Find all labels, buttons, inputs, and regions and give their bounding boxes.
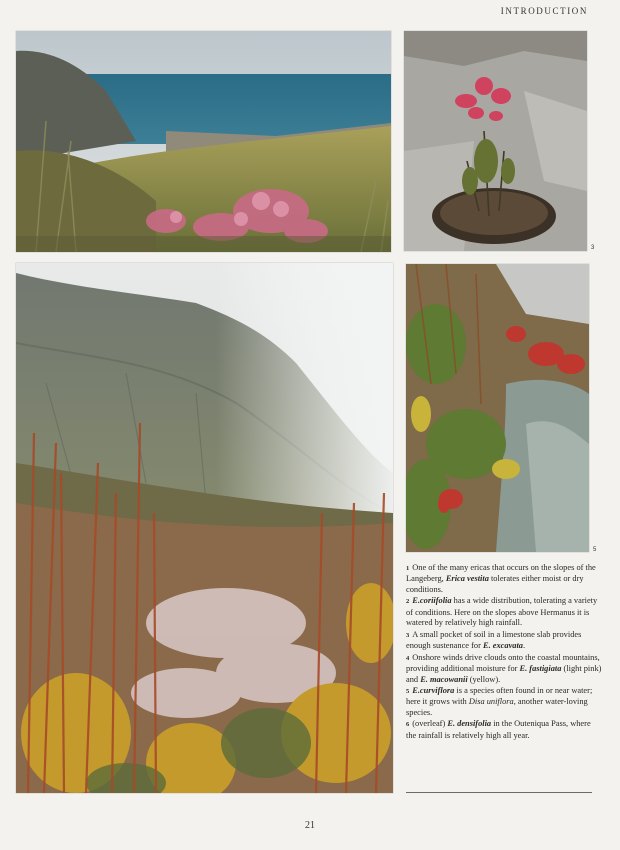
caption-rule [406, 792, 592, 793]
caption-text: tolerates either moist or dry conditions. [406, 574, 584, 594]
species-name: E.curviflora [412, 685, 455, 695]
caption-item [406, 686, 602, 718]
caption-text: . [523, 641, 526, 651]
species-name: E.coriifolia [412, 596, 452, 606]
figure-number: 3 [591, 245, 595, 251]
coastal-heath-photo [16, 31, 391, 252]
caption-text: is a species often found in or near water; here it grows with [406, 685, 593, 707]
caption-block [406, 563, 602, 742]
mountain-clouds-photo [16, 263, 393, 793]
caption-text: , another water-loving species. [406, 697, 588, 717]
caption-text: in the Outeniqua Pass, where the rainfall is relatively high all year. [406, 719, 591, 740]
caption-number: 5 [406, 687, 410, 695]
caption-text: (overleaf) [412, 719, 448, 729]
caption-item [406, 630, 602, 652]
species-name: Disa uniflora [468, 697, 514, 707]
caption-text: (yellow). [467, 674, 501, 684]
caption-number: 4 [406, 654, 410, 662]
caption-number: 2 [406, 598, 410, 606]
erica-by-water-photo [406, 264, 589, 552]
running-head: INTRODUCTION [500, 6, 588, 16]
species-name: E. densifolia [447, 719, 492, 729]
species-name: E. macowanii [420, 674, 468, 684]
caption-text: has a wide distribution, tolerating a variety of conditions. Here on the slopes above Hermanus it is watered by relatively high rainfall. [406, 596, 598, 628]
caption-number: 1 [406, 565, 410, 572]
caption-item [406, 719, 602, 741]
species-name: Erica vestita [445, 574, 489, 584]
figure-number: 5 [593, 547, 597, 553]
caption-text: Onshore winds drive clouds onto the coastal mountains, providing additional moisture for [406, 652, 600, 674]
caption-item [406, 563, 602, 595]
caption-item [406, 596, 602, 628]
caption-text: A small pocket of soil in a limestone slab provides enough sustenance for [406, 629, 582, 651]
caption-number: 3 [406, 631, 410, 639]
caption-item [406, 653, 602, 685]
page-number: 21 [305, 820, 315, 831]
caption-number: 6 [406, 721, 410, 729]
species-name: E. fastigiata [519, 664, 562, 674]
caption-text: One of the many ericas that occurs on the slopes of the Langeberg, [406, 563, 596, 584]
caption-text: (light pink) and [406, 664, 602, 684]
erica-in-limestone-photo [404, 31, 587, 251]
species-name: E. excavata [482, 641, 523, 651]
